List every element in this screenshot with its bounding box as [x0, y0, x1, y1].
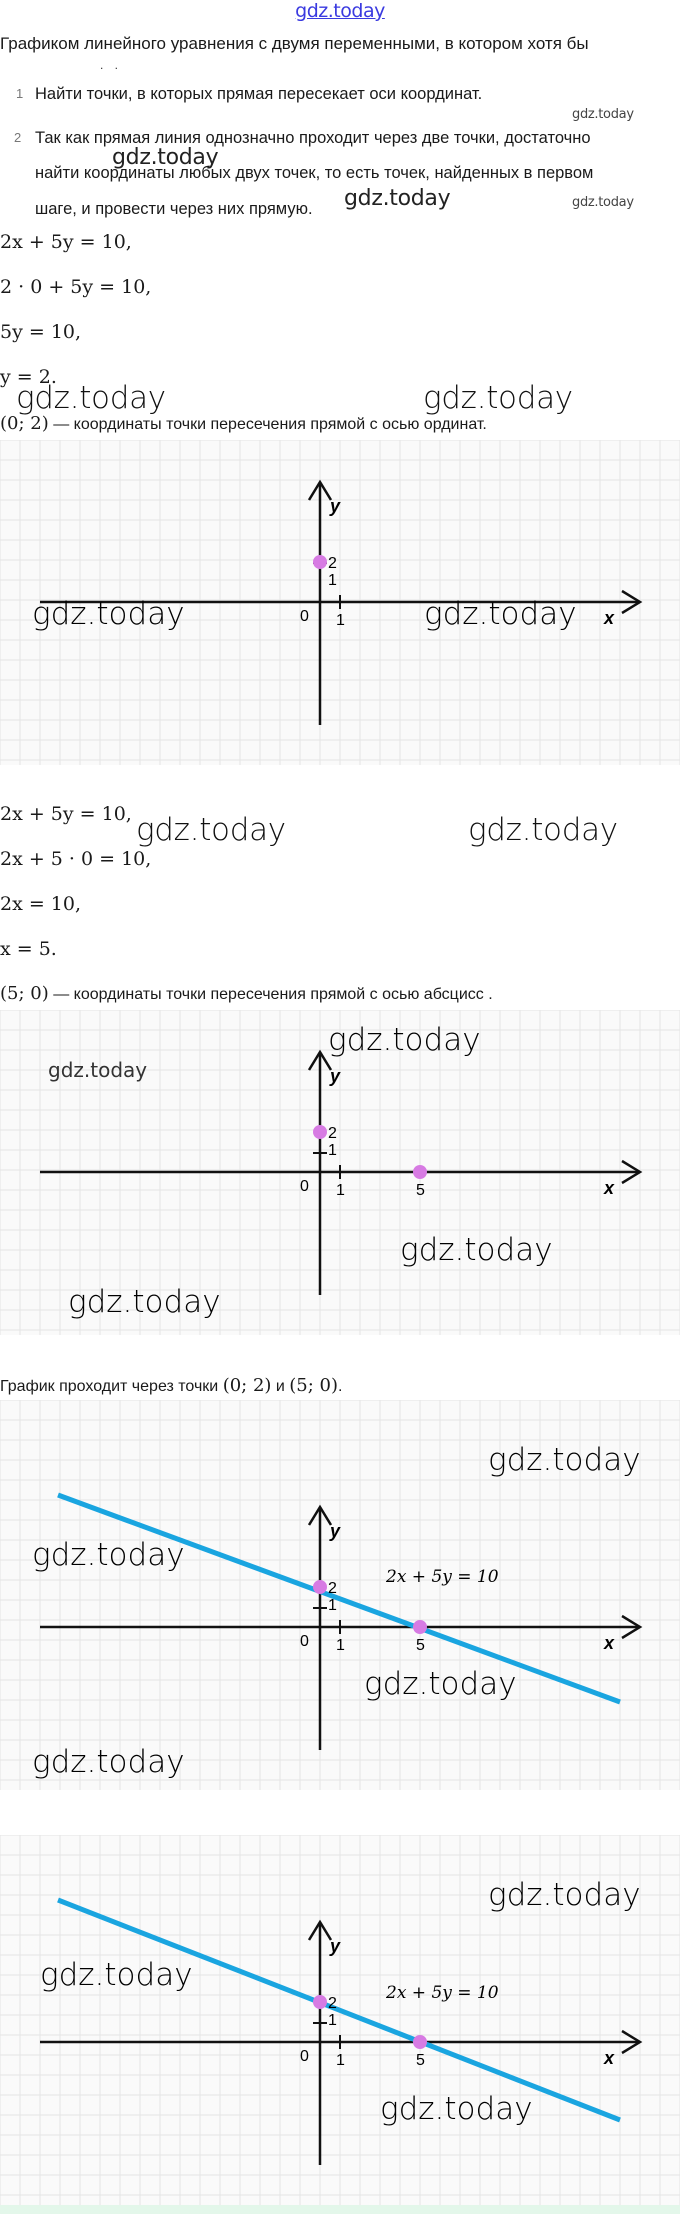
caption-text: — координаты точки пересечения прямой с осью абсцисс . — [48, 986, 493, 1003]
x-unit-label: 1 — [336, 1637, 345, 1654]
y-unit-label: 1 — [328, 572, 337, 589]
equation-line: 5y = 10, — [0, 321, 82, 343]
x-intercept-point — [413, 1165, 427, 1179]
y-axis-label: y — [330, 496, 341, 516]
watermark: gdz.today — [32, 596, 185, 632]
y-intercept-point — [313, 1580, 327, 1594]
watermark: gdz.today — [488, 1877, 641, 1913]
equation-line: 2x + 5 · 0 = 10, — [0, 848, 152, 870]
y-unit-label: 1 — [328, 2012, 337, 2029]
x-intercept-point — [413, 2035, 427, 2049]
step-text-1: Найти точки, в которых прямая пересекает оси координат. — [35, 85, 483, 103]
caption-through-points — [0, 1375, 342, 1396]
watermark: gdz.today — [16, 380, 166, 416]
graph-line — [0, 1400, 680, 1790]
x-axis-label: x — [604, 1633, 615, 1653]
equation-label: 2x + 5y = 10 — [386, 1983, 499, 2003]
coordinate-plane — [0, 1835, 680, 2205]
y-axis-label: y — [330, 1936, 341, 1956]
y-unit-label: 1 — [328, 1142, 337, 1159]
watermark: gdz.today — [380, 2091, 533, 2127]
y-intercept-point — [313, 555, 327, 569]
equation-line: 2x = 10, — [0, 893, 82, 915]
x-unit-label: 1 — [336, 2052, 345, 2069]
watermark: gdz.today — [468, 812, 618, 848]
y-point-label: 2 — [328, 555, 337, 572]
equation-label: 2x + 5y = 10 — [386, 1567, 499, 1587]
y-axis-label: y — [330, 1066, 341, 1086]
watermark: gdz.today — [488, 1442, 641, 1478]
watermark: gdz.today — [364, 1666, 517, 1702]
intro-continuation: . . — [100, 58, 123, 72]
coordinate-plane — [0, 440, 680, 765]
watermark: gdz.today — [572, 107, 634, 122]
origin-label: 0 — [300, 608, 309, 625]
watermark: gdz.today — [40, 1957, 193, 1993]
watermark: gdz.today — [572, 195, 634, 210]
equation-line: x = 5. — [0, 938, 57, 960]
watermark: gdz.today — [32, 1744, 185, 1780]
y-point-label: 2 — [328, 1125, 337, 1142]
footer-strip — [0, 2205, 680, 2214]
watermark: gdz.today — [32, 1537, 185, 1573]
y-point-label: 2 — [328, 1580, 337, 1597]
coordinate-plane — [0, 1400, 680, 1790]
equation-line: 2x + 5y = 10, — [0, 803, 132, 825]
caption-text: и — [271, 1378, 290, 1395]
point-coordinates: (5; 0) — [0, 983, 49, 1004]
caption-x-intercept — [0, 983, 493, 1004]
origin-label: 0 — [300, 1633, 309, 1650]
y-point-label: 2 — [328, 1995, 337, 2012]
point-coordinates: (0; 2) — [222, 1375, 272, 1396]
watermark: gdz.today — [48, 1058, 148, 1082]
coordinate-plane — [0, 1010, 680, 1335]
equation-line: 2 · 0 + 5y = 10, — [0, 276, 152, 298]
step-text-2-line1: Так как прямая линия однозначно проходит через две точки, достаточно — [35, 129, 591, 147]
watermark: gdz.today — [136, 812, 286, 848]
x-point-label: 5 — [416, 1182, 425, 1199]
caption-text: График проходит через точки — [0, 1378, 223, 1395]
intro-text: Графиком линейного уравнения с двумя переменными, в котором хотя бы — [0, 34, 589, 53]
point-coordinates: (0; 2) — [0, 413, 49, 434]
equation-line: y = 2. — [0, 366, 57, 388]
watermark: gdz.today — [112, 145, 219, 170]
step-text-2-line3: шаге, и провести через них прямую. — [35, 200, 313, 218]
graph-x-intercept — [0, 1010, 680, 1335]
x-axis-label: x — [604, 2048, 615, 2068]
caption-text: — координаты точки пересечения прямой с осью ординат. — [48, 416, 487, 433]
x-unit-label: 1 — [336, 1182, 345, 1199]
step-number-2: 2 — [14, 130, 22, 145]
caption-y-intercept — [0, 413, 487, 434]
watermark: gdz.today — [328, 1022, 481, 1058]
origin-label: 0 — [300, 2048, 309, 2065]
caption-text: . — [338, 1378, 343, 1395]
equation-line: 2x + 5y = 10, — [0, 231, 132, 253]
y-intercept-point — [313, 1995, 327, 2009]
x-intercept-point — [413, 1620, 427, 1634]
watermark: gdz.today — [423, 380, 573, 416]
watermark: gdz.today — [344, 186, 451, 211]
watermark: gdz.today — [400, 1232, 553, 1268]
graph-y-intercept — [0, 440, 680, 765]
x-axis-label: x — [604, 1178, 615, 1198]
x-unit-label: 1 — [336, 612, 345, 629]
step-number-1: 1 — [16, 86, 24, 101]
origin-label: 0 — [300, 1178, 309, 1195]
watermark: gdz.today — [424, 596, 577, 632]
y-intercept-point — [313, 1125, 327, 1139]
step-text-2-line2: найти координаты любых двух точек, то есть точек, найденных в первом — [35, 164, 594, 182]
x-point-label: 5 — [416, 1637, 425, 1654]
x-point-label: 5 — [416, 2052, 425, 2069]
point-coordinates: (5; 0) — [289, 1375, 339, 1396]
y-unit-label: 1 — [328, 1597, 337, 1614]
x-axis-label: x — [604, 608, 615, 628]
y-axis-label: y — [330, 1521, 341, 1541]
watermark: gdz.today — [68, 1284, 221, 1320]
graph-line-repeat — [0, 1835, 680, 2205]
site-logo[interactable]: gdz.today — [295, 0, 385, 22]
